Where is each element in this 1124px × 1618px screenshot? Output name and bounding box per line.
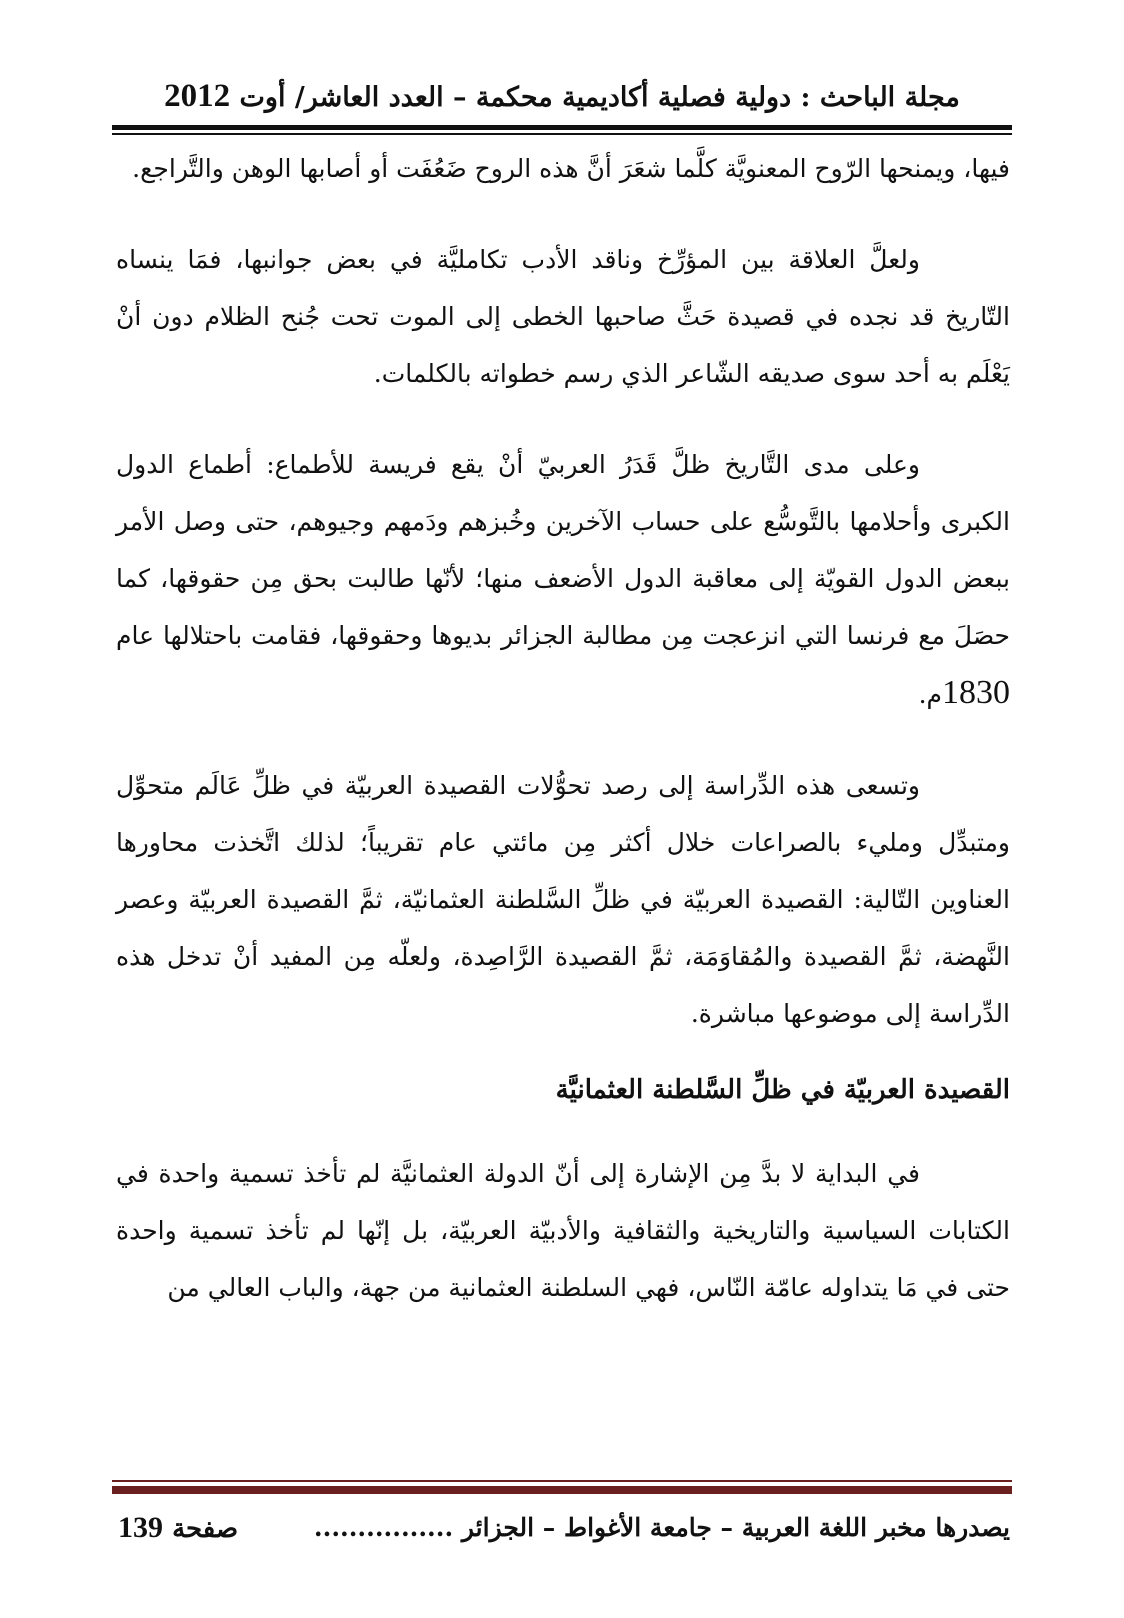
paragraph-ottoman-names: في البداية لا بدَّ مِن الإشارة إلى أنّ الدولة العثمانيَّة لم تأخذ تسمية واحدة في الكتابات السياسية والتاريخية والثقافية والأدبيّة العربيّة، بل إنّها لم تأخذ تسمية واحدة حتى في مَا يتداوله عامّة النّاس، فهي السلطنة العثمانية من جهة، والباب العالي من	[116, 1159, 1010, 1302]
footer-rule-thin	[112, 1480, 1012, 1482]
page-number-block	[118, 1508, 238, 1548]
page-label: صفحة	[172, 1514, 239, 1544]
occupation-year: 1830	[942, 674, 1010, 711]
paragraph-continuation: فيها، ويمنحها الرّوح المعنويَّة كلَّما شعَرَ أنَّ هذه الروح ضَعُفَت أو أصابها الوهن والتَّراجع.	[132, 154, 1010, 183]
running-header	[112, 74, 1012, 118]
header-rule-thin	[112, 133, 1012, 135]
paragraph-study-aims: وتسعى هذه الدِّراسة إلى رصد تحوُّلات القصيدة العربيّة في ظلِّ عَالَم متحوِّل ومتبدِّل ومليء بالصراعات خلال أكثر مِن مائتي عام تقريباً؛ لذلك اتَّخذت محاورها العناوين التّالية: القصيدة العربيّة في ظلِّ السَّلطنة العثمانيّة، ثمَّ القصيدة العربيّة وعصر النَّهضة، ثمَّ القصيدة والمُقاوَمَة، ثمَّ القصيدة الرَّاصِدة، ولعلّه مِن المفيد أنْ تدخل هذه الدِّراسة إلى موضوعها مباشرة.	[116, 771, 1010, 1028]
issue-year: 2012	[164, 78, 231, 114]
paragraph-ambitions-text: وعلى مدى التَّاريخ ظلَّ قَدَرُ العربيّ أنْ يقع فريسة للأطماع: أطماع الدول الكبرى وأحلامها بالتَّوسُّع على حساب الآخرين وخُبزهم ودَمهم وجيوهم، حتى وصل الأمر ببعض الدول القويّة إلى معاقبة الدول الأضعف منها؛ لأنّها طالبت بحق مِن حقوقها، كما حصَلَ مع فرنسا التي انزعجت مِن مطالبة الجزائر بديوها وحقوقها، فقامت باحتلالها عام	[116, 450, 1010, 650]
page-number: 139	[118, 1511, 163, 1544]
footer-rule	[112, 1486, 1012, 1494]
paragraph-ambitions	[116, 436, 1010, 723]
header-rule	[112, 125, 1012, 130]
article-body	[116, 140, 1010, 1316]
paragraph-ambitions-end: م.	[918, 680, 942, 709]
journal-title: مجلة الباحث : دولية فصلية أكاديمية محكمة – العدد العاشر/ أوت	[239, 82, 960, 113]
paragraph-historian: ولعلَّ العلاقة بين المؤرِّخ وناقد الأدب تكامليَّة في بعض جوانبها، فمَا ينساه التّاريخ قد نجده في قصيدة حَثَّ صاحبها الخطى إلى الموت تحت جُنح الظلام دون أنْ يَعْلَم به أحد سوى صديقه الشّاعر الذي رسم خطواته بالكلمات.	[116, 245, 1010, 388]
publisher-line: يصدرها مخبر اللغة العربية – جامعة الأغواط – الجزائر ................	[313, 1513, 1010, 1542]
section-heading: القصيدة العربيّة في ظلِّ السَّلطنة العثمانيَّة	[555, 1075, 1010, 1105]
